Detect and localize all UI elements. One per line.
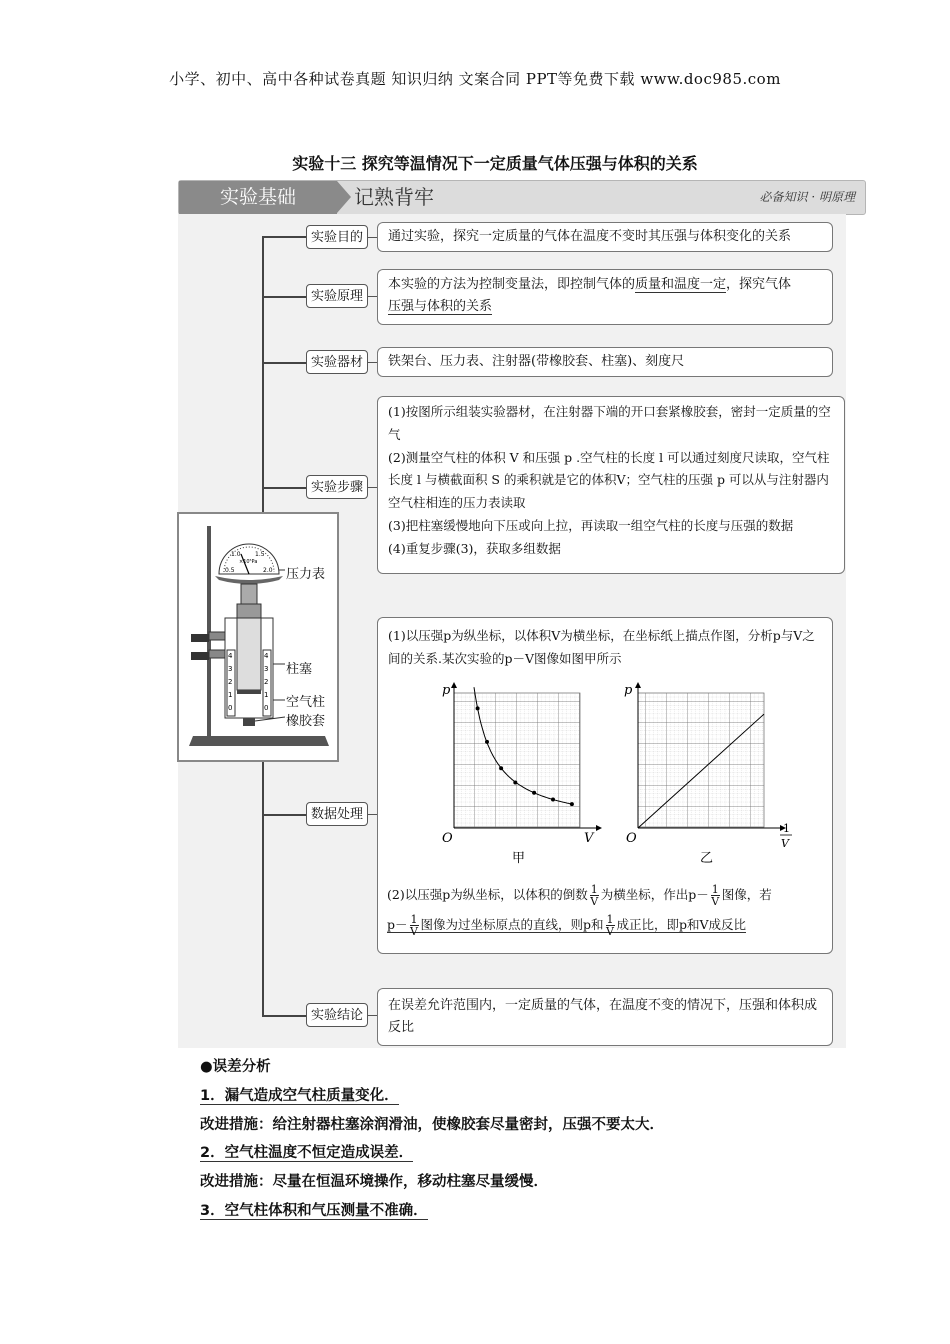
error-2-fix: 改进措施：尽量在恒温环境操作，移动柱塞尽量缓慢． (200, 1174, 548, 1190)
scale-number: 3 (264, 665, 269, 673)
connector-line (368, 487, 377, 488)
graph-caption: 乙 (700, 851, 714, 866)
connector-line (368, 296, 377, 297)
data-point (499, 766, 503, 770)
x-axis-label-num: 1 (783, 822, 790, 835)
gauge-tick: 1.0 (231, 551, 241, 558)
purpose-box (377, 222, 833, 252)
label-purpose: 实验目的 (306, 225, 368, 249)
fraction-den: V (590, 895, 599, 908)
steps-box (377, 396, 845, 574)
data-p2-a: (2)以压强p为纵坐标，以体积的倒数 (387, 887, 588, 902)
scale-number: 1 (264, 691, 269, 699)
y-axis-arrow (635, 682, 641, 688)
fraction (410, 914, 419, 937)
branch-line (262, 296, 306, 298)
scale-number: 2 (264, 678, 269, 686)
banner-right-label: 必备知识 · 明原理 (759, 190, 855, 204)
x-axis-label: V (584, 831, 594, 846)
error-3-text: 3．空气柱体积和气压测量不准确． (200, 1203, 428, 1219)
graph-caption: 甲 (512, 851, 526, 866)
data-point (570, 802, 574, 806)
principle-box (377, 269, 833, 325)
error-3 (200, 1199, 428, 1220)
gauge-tick: 1.5 (255, 551, 265, 558)
y-axis-arrow (451, 682, 457, 688)
x-axis-arrow (596, 825, 602, 831)
label-data: 数据处理 (306, 802, 368, 826)
principle-text-d: 压强与体积的关系 (388, 299, 493, 314)
label-principle: 实验原理 (306, 284, 368, 308)
graph-jia (432, 680, 608, 870)
branch-line (262, 362, 306, 364)
step-1: (1)按图所示组装实验器材，在注射器下端的开口套紧橡胶套，密封一定质量的空气 (388, 404, 831, 442)
error-2 (200, 1141, 413, 1162)
data-point (532, 791, 536, 795)
error-1 (200, 1084, 399, 1105)
clamp-knob (191, 652, 209, 660)
error-1-text: 1．漏气造成空气柱质量变化． (200, 1088, 399, 1104)
scale-number: 1 (228, 691, 233, 699)
step-3: (3)把柱塞缓慢地向下压或向上拉，再读取一组空气柱的长度与压强的数据 (388, 517, 794, 533)
fraction (590, 884, 599, 907)
error-1-fix: 改进措施：给注射器柱塞涂润滑油，使橡胶套尽量密封，压强不要太大． (200, 1117, 664, 1133)
branch-line (262, 1015, 306, 1017)
gauge-rim (215, 576, 283, 584)
banner-left-label: 实验基础 (179, 181, 337, 214)
fraction (606, 914, 615, 937)
y-axis-label: p (442, 683, 451, 698)
fraction-den: V (606, 925, 614, 938)
data-point (551, 798, 555, 802)
scale-number: 0 (264, 704, 269, 712)
data-p2 (387, 880, 827, 940)
connector-line (368, 814, 377, 815)
step-4: (4)重复步骤(3)，获取多组数据 (388, 540, 561, 556)
section-banner (178, 180, 866, 215)
banner-mid-label: 记熟背牢 (354, 185, 434, 209)
step-2: (2)测量空气柱的体积 V 和压强 p .空气柱的长度 l 可以通过刻度尺读取，空气柱长度 l 与横截面积 S 的乘积就是它的体积V；空气柱的压强 p 可以从与注射器内空气柱相连的压力表读取 (388, 449, 830, 511)
data-p2-underlined (387, 913, 747, 938)
data-p2-f: 成正比，即p和V成反比 (616, 917, 747, 932)
origin-label: O (626, 831, 637, 846)
scale-number: 3 (228, 665, 233, 673)
gauge-connector (241, 584, 257, 606)
connector-line (368, 1015, 377, 1016)
y-axis-label: p (624, 683, 633, 698)
fraction (711, 884, 720, 907)
fraction-den: V (410, 925, 418, 938)
gauge-tick: 2.0 (263, 567, 273, 574)
equipment-text: 铁架台、压力表、注射器(带橡胶套、柱塞)、刻度尺 (388, 354, 685, 369)
error-2-text: 2．空气柱温度不恒定造成误差． (200, 1145, 414, 1161)
scale-number: 4 (264, 652, 269, 660)
label-air-column: 空气柱 (286, 695, 326, 710)
scale-number: 4 (228, 652, 233, 660)
branch-line (262, 487, 306, 489)
label-equipment: 实验器材 (306, 350, 368, 374)
error-heading: ●误差分析 (200, 1059, 271, 1075)
clamp-knob (191, 634, 209, 642)
branch-line (262, 236, 306, 238)
principle-text-b: 质量和温度一定 (635, 277, 727, 292)
scale-number: 2 (228, 678, 233, 686)
data-p2-d: p－ (387, 917, 408, 932)
grid-coarse (638, 693, 764, 827)
data-point (476, 706, 480, 710)
graph-yi (624, 680, 804, 870)
label-gauge: 压力表 (286, 567, 326, 582)
fraction-num: 1 (606, 913, 614, 926)
conclusion-text: 在误差允许范围内，一定质量的气体，在温度不变的情况下，压强和体积成反比 (388, 998, 818, 1035)
label-rubber-cap: 橡胶套 (286, 714, 326, 729)
connector-line (368, 362, 377, 363)
connector-line (368, 237, 377, 238)
purpose-text: 通过实验，探究一定质量的气体在温度不变时其压强与体积变化的关系 (388, 229, 792, 244)
label-plunger: 柱塞 (286, 662, 313, 677)
gauge-coupling (237, 604, 261, 618)
label-steps: 实验步骤 (306, 475, 368, 499)
data-p1: (1)以压强p为纵坐标，以体积V为横坐标，在坐标纸上描点作图，分析p与V之间的关系.某次实验的p－V图像如图甲所示 (388, 628, 815, 666)
conclusion-box (377, 988, 833, 1046)
data-p2-c: 图像，若 (721, 887, 772, 902)
fraction-num: 1 (410, 913, 418, 926)
header-site-line: 小学、初中、高中各种试卷真题 知识归纳 文案合同 PPT等免费下载 www.doc985.com (169, 70, 781, 88)
gauge-unit: ×10⁵Pa (239, 559, 258, 565)
fraction-den: V (711, 895, 720, 908)
origin-label: O (442, 831, 453, 846)
principle-text-a: 本实验的方法为控制变量法，即控制气体的 (388, 277, 636, 292)
data-p2-e: 图像为过坐标原点的直线，则p和 (420, 917, 604, 932)
banner-arrow (337, 181, 351, 213)
branch-line (262, 814, 306, 816)
rubber-cap (243, 718, 255, 726)
data-p2-b: 为横坐标，作出p－ (600, 887, 709, 902)
fraction-num: 1 (590, 883, 598, 896)
x-axis-label-den: V (781, 837, 789, 850)
label-conclusion: 实验结论 (306, 1003, 368, 1027)
gauge-tick: 0.5 (225, 567, 235, 574)
fraction-num: 1 (711, 883, 719, 896)
grid-coarse (454, 693, 580, 827)
data-point (513, 781, 517, 785)
equipment-box (377, 347, 833, 377)
plunger-head (237, 690, 261, 694)
page-title: 实验十三 探究等温情况下一定质量气体压强与体积的关系 (292, 154, 698, 173)
scale-number: 0 (228, 704, 233, 712)
principle-text-c: ，探究气体 (726, 277, 792, 292)
plunger (237, 618, 261, 690)
data-point (485, 740, 489, 744)
